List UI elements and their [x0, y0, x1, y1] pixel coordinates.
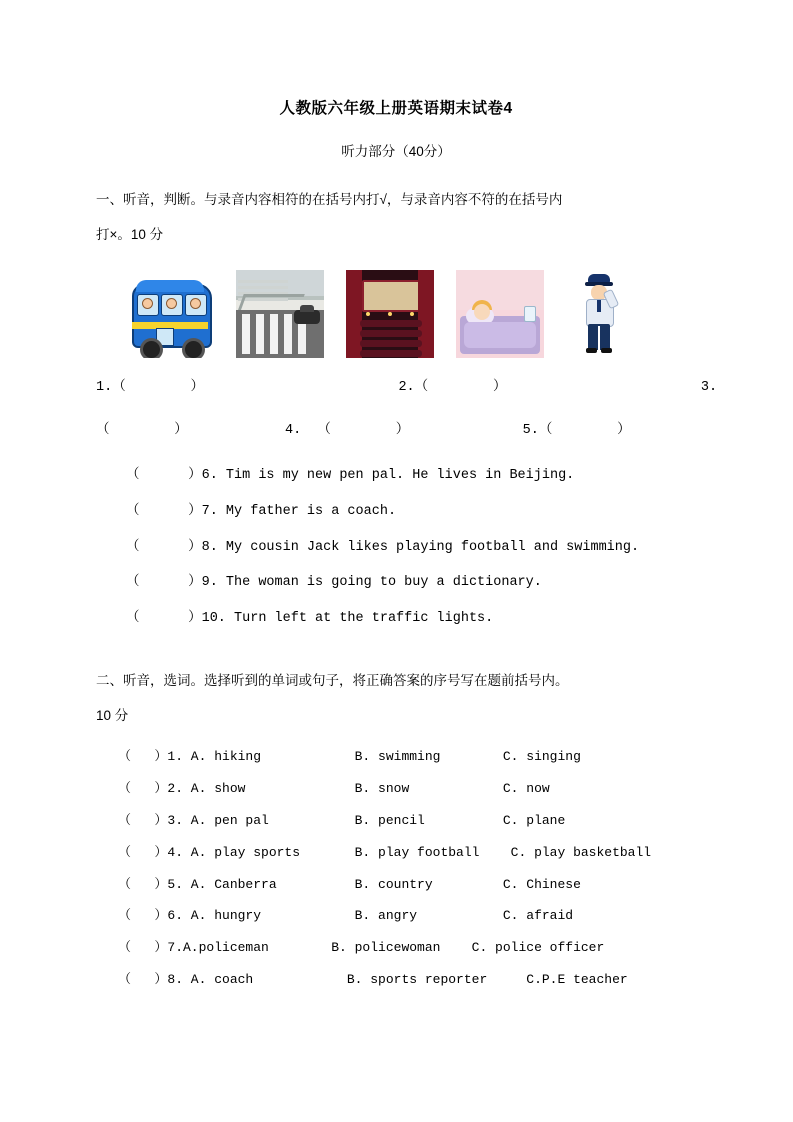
- section2-item-8: （ ）8. A. coach B. sports reporter C.P.E teacher: [118, 972, 628, 988]
- section1-heading-line2: 打×。10 分: [96, 227, 164, 243]
- section2-heading-line1: 二、听音，选词。选择听到的单词或句子，将正确答案的序号写在题前括号内。: [96, 673, 569, 689]
- sick-girl-in-bed-image: [456, 270, 544, 358]
- crosswalk-street-image: [236, 270, 324, 358]
- page-title: 人教版六年级上册英语期末试卷4: [279, 100, 513, 117]
- section2-item-6: （ ）6. A. hungry B. angry C. afraid: [118, 908, 574, 924]
- section2-item-4: （ ）4. A. play sports B. play football C. play basketball: [118, 844, 652, 860]
- section1-item-6: （ ）6. Tim is my new pen pal. He lives in Beijing.: [126, 468, 575, 484]
- cinema-hall-image: [346, 270, 434, 358]
- police-officer-image: [566, 266, 632, 358]
- section2-item-2: （ ）2. A. show B. snow C. now: [118, 781, 550, 797]
- section2-item-7: （ ）7.A.policeman B. policewoman C. police officer: [118, 940, 605, 956]
- section2-item-1: （ ）1. A. hiking B. swimming C. singing: [118, 749, 581, 765]
- section1-answer-row-1: [96, 374, 718, 401]
- section2-item-3: （ ）3. A. pen pal B. pencil C. plane: [118, 812, 566, 828]
- section1-item-10: （ ）10. Turn left at the traffic lights.: [126, 611, 494, 627]
- section1-item-9: （ ）9. The woman is going to buy a dictionary.: [126, 575, 542, 591]
- section-subtitle: 听力部分（40分）: [341, 144, 451, 159]
- section1-picture-row: [126, 266, 696, 358]
- section1-heading-line1: 一、听音，判断。与录音内容相符的在括号内打√，与录音内容不符的在括号内: [96, 192, 563, 207]
- section2-item-5: （ ）5. A. Canberra B. country C. Chinese: [118, 876, 581, 892]
- section1-answer-row-2-text: （ ） 4. （ ） 5.（ ）: [96, 423, 631, 439]
- section1-item-7: （ ）7. My father is a coach.: [126, 503, 397, 519]
- school-bus-image: [126, 270, 214, 358]
- section1-answer-row-2: [96, 417, 696, 444]
- page-content: [96, 96, 718, 996]
- section1-answer-row-1-text: 1.（ ） 2.（ ） 3.: [96, 380, 718, 396]
- section2-heading-line2: 10 分: [96, 708, 129, 724]
- section1-item-8: （ ）8. My cousin Jack likes playing football and swimming.: [126, 539, 640, 555]
